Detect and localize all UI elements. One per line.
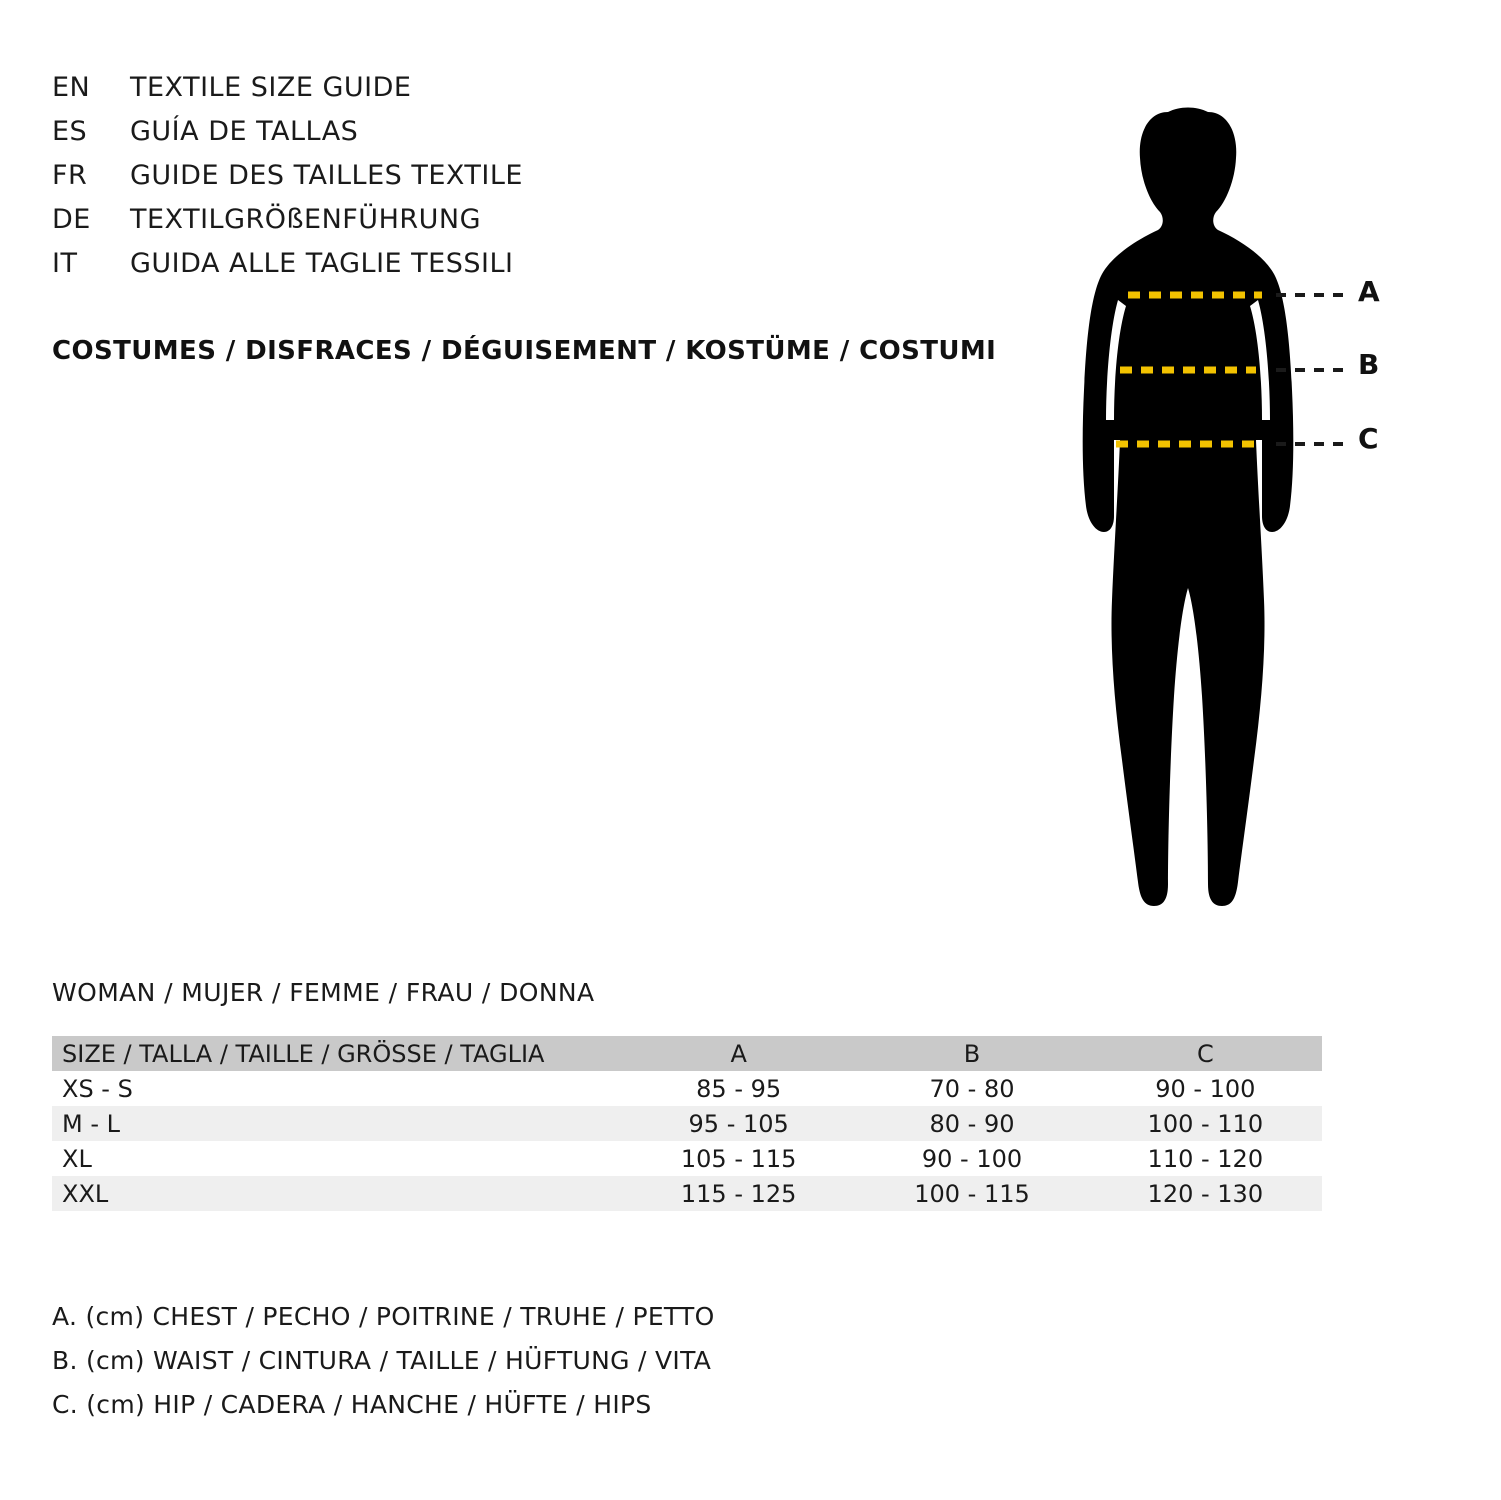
cell-a: 105 - 115: [680, 1144, 797, 1173]
language-code-es: ES: [52, 116, 88, 147]
language-code-de: DE: [52, 204, 91, 235]
cell-size: M - L: [62, 1109, 120, 1138]
size-table: [52, 1036, 1322, 1211]
legend-line-c: C. (cm) HIP / CADERA / HANCHE / HÜFTE / HIPS: [52, 1390, 652, 1419]
column-header-b: B: [963, 1039, 981, 1068]
language-row-en: [52, 72, 1012, 116]
language-title-list: [52, 72, 1012, 292]
cell-c: 120 - 130: [1147, 1179, 1264, 1208]
cell-a: 115 - 125: [680, 1179, 797, 1208]
cell-size: XL: [62, 1144, 92, 1173]
measurement-legend: [52, 1295, 715, 1427]
cell-size: XS - S: [62, 1074, 133, 1103]
costumes-subtitle: COSTUMES / DISFRACES / DÉGUISEMENT / KOSTÜME / COSTUMI: [52, 336, 997, 366]
language-text-es: GUÍA DE TALLAS: [130, 116, 359, 147]
language-row-es: [52, 116, 1012, 160]
cell-c: 110 - 120: [1147, 1144, 1264, 1173]
language-text-it: GUIDA ALLE TAGLIE TESSILI: [130, 248, 514, 279]
table-row: [52, 1106, 1322, 1141]
table-header-row: [52, 1036, 1322, 1071]
language-code-it: IT: [52, 248, 78, 279]
legend-line-a: A. (cm) CHEST / PECHO / POITRINE / TRUHE / PETTO: [52, 1302, 715, 1331]
language-row-it: [52, 248, 1012, 292]
cell-a: 95 - 105: [688, 1109, 789, 1138]
language-code-fr: FR: [52, 160, 88, 191]
cell-a: 85 - 95: [696, 1074, 782, 1103]
cell-b: 80 - 90: [929, 1109, 1015, 1138]
marker-label-c: C: [1358, 422, 1379, 455]
language-row-fr: [52, 160, 1012, 204]
table-row: [52, 1176, 1322, 1211]
language-row-de: [52, 204, 1012, 248]
cell-size: XXL: [62, 1179, 109, 1208]
table-caption: WOMAN / MUJER / FEMME / FRAU / DONNA: [52, 978, 595, 1007]
marker-label-a: A: [1358, 275, 1380, 308]
marker-label-b: B: [1358, 348, 1380, 381]
language-text-de: TEXTILGRÖßENFÜHRUNG: [130, 204, 482, 235]
table-row: [52, 1071, 1322, 1106]
language-text-en: TEXTILE SIZE GUIDE: [130, 72, 412, 103]
language-text-fr: GUIDE DES TAILLES TEXTILE: [130, 160, 523, 191]
woman-silhouette-icon: [1040, 60, 1460, 940]
legend-line-b: B. (cm) WAIST / CINTURA / TAILLE / HÜFTUNG / VITA: [52, 1346, 712, 1375]
column-header-a: A: [730, 1039, 747, 1068]
column-header-c: C: [1196, 1039, 1214, 1068]
size-table-head: [52, 1036, 1322, 1071]
language-code-en: EN: [52, 72, 91, 103]
cell-c: 100 - 110: [1147, 1109, 1264, 1138]
column-header-size: SIZE / TALLA / TAILLE / GRÖSSE / TAGLIA: [62, 1039, 545, 1068]
cell-b: 70 - 80: [929, 1074, 1015, 1103]
cell-b: 90 - 100: [921, 1144, 1023, 1173]
cell-b: 100 - 115: [914, 1179, 1030, 1208]
cell-c: 90 - 100: [1155, 1074, 1256, 1103]
table-row: [52, 1141, 1322, 1176]
measurement-figure: [1040, 60, 1460, 940]
size-table-body: [52, 1071, 1322, 1211]
